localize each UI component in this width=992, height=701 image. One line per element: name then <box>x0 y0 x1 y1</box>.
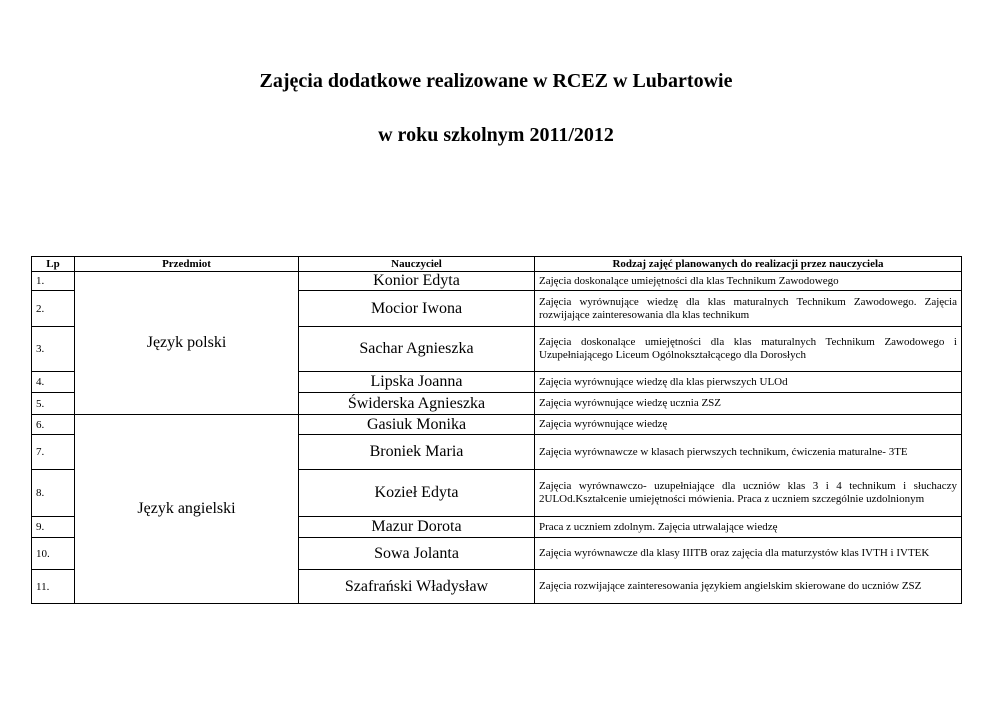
row-number: 2. <box>32 291 75 327</box>
teacher-name: Mocior Iwona <box>299 291 535 327</box>
teacher-name: Broniek Maria <box>299 435 535 470</box>
header-class-type: Rodzaj zajęć planowanych do realizacji przez nauczyciela <box>535 257 962 272</box>
teacher-name: Świderska Agnieszka <box>299 393 535 415</box>
row-number: 1. <box>32 272 75 291</box>
teacher-name: Szafrański Władysław <box>299 570 535 604</box>
teacher-name: Sachar Agnieszka <box>299 327 535 372</box>
teacher-name: Kozieł Edyta <box>299 470 535 517</box>
class-description: Zajęcia wyrównawcze w klasach pierwszych technikum, ćwiczenia maturalne- 3TE <box>535 435 962 470</box>
table-row <box>32 272 962 291</box>
class-description: Zajęcia wyrównawczo- uzupełniające dla uczniów klas 3 i 4 technikum i słuchaczy 2ULOd.Kształcenie umiejętności mówienia. Praca z uczniem szczególnie uzdolnionym <box>535 470 962 517</box>
row-number: 5. <box>32 393 75 415</box>
teacher-name: Mazur Dorota <box>299 517 535 538</box>
class-description: Zajęcia wyrównujące wiedzę dla klas pierwszych ULOd <box>535 372 962 393</box>
row-number: 10. <box>32 538 75 570</box>
teacher-name: Gasiuk Monika <box>299 415 535 435</box>
row-number: 11. <box>32 570 75 604</box>
row-number: 8. <box>32 470 75 517</box>
class-description: Praca z uczniem zdolnym. Zajęcia utrwalające wiedzę <box>535 517 962 538</box>
classes-table <box>31 256 962 604</box>
teacher-name: Sowa Jolanta <box>299 538 535 570</box>
class-description: Zajęcia rozwijające zainteresowania językiem angielskim skierowane do uczniów ZSZ <box>535 570 962 604</box>
class-description: Zajęcia wyrównawcze dla klasy IIITB oraz zajęcia dla maturzystów klas IVTH i IVTEK <box>535 538 962 570</box>
row-number: 7. <box>32 435 75 470</box>
row-number: 6. <box>32 415 75 435</box>
document-title: Zajęcia dodatkowe realizowane w RCEZ w Lubartowie <box>259 70 733 92</box>
class-description: Zajęcia wyrównujące wiedzę dla klas maturalnych Technikum Zawodowego. Zajęcia rozwijające zainteresowania dla klas technikum <box>535 291 962 327</box>
class-description: Zajęcia wyrównujące wiedzę ucznia ZSZ <box>535 393 962 415</box>
header-teacher: Nauczyciel <box>299 257 535 272</box>
class-description: Zajęcia wyrównujące wiedzę <box>535 415 962 435</box>
teacher-name: Konior Edyta <box>299 272 535 291</box>
subject-cell-english: Język angielski <box>75 415 299 604</box>
table-row <box>32 415 962 435</box>
teacher-name: Lipska Joanna <box>299 372 535 393</box>
class-description: Zajęcia doskonalące umiejętności dla klas maturalnych Technikum Zawodowego i Uzupełniającego Liceum Ogólnokształcącego dla Dorosłych <box>535 327 962 372</box>
class-description: Zajęcia doskonalące umiejętności dla klas Technikum Zawodowego <box>535 272 962 291</box>
header-subject: Przedmiot <box>75 257 299 272</box>
row-number: 4. <box>32 372 75 393</box>
document-subtitle: w roku szkolnym 2011/2012 <box>378 124 614 146</box>
row-number: 3. <box>32 327 75 372</box>
table-header-row <box>32 257 962 272</box>
subject-cell-polish: Język polski <box>75 272 299 415</box>
header-lp: Lp <box>32 257 75 272</box>
row-number: 9. <box>32 517 75 538</box>
